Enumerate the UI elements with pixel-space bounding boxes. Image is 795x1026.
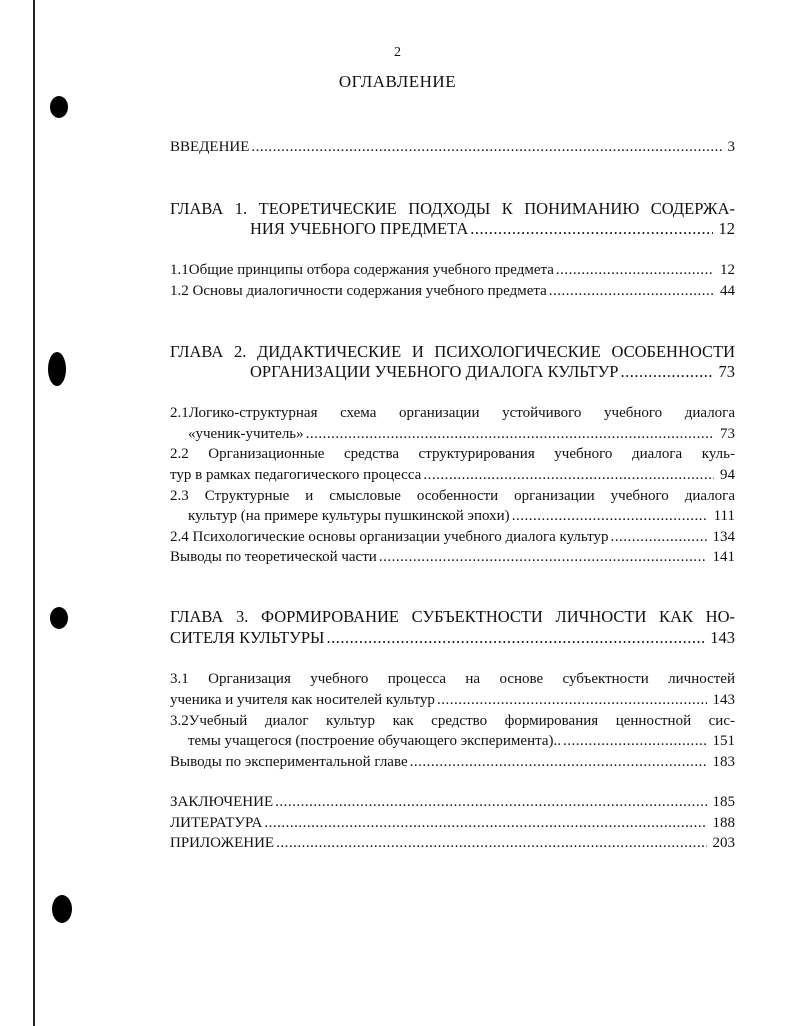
toc-entry-label: ЗАКЛЮЧЕНИЕ xyxy=(170,794,274,810)
toc-entry-label: ЛИТЕРАТУРА xyxy=(170,815,263,831)
toc-entry-page: 111 xyxy=(713,508,735,524)
page-title: ОГЛАВЛЕНИЕ xyxy=(338,72,457,91)
toc-entry-label: Выводы по теоретической части xyxy=(170,549,377,565)
toc-entry-2-3-cont xyxy=(170,506,735,526)
leader-dots xyxy=(423,465,714,485)
toc-entry-page: 44 xyxy=(720,283,735,299)
toc-entry-page: 73 xyxy=(720,426,735,442)
toc-entry-page: 185 xyxy=(712,794,735,810)
toc-entry-page: 143 xyxy=(710,628,735,647)
toc-entry-appendix xyxy=(170,833,735,853)
leader-dots xyxy=(549,281,714,301)
leader-dots xyxy=(251,137,721,157)
toc-entry-label: 1.2 Основы диалогичности содержания учебного предмета xyxy=(170,283,547,299)
toc-entry-label: НИЯ УЧЕБНОГО ПРЕДМЕТА xyxy=(250,219,469,238)
toc-entry-label: культур (на примере культуры пушкинской эпохи) xyxy=(188,508,510,524)
toc-entry-1-1 xyxy=(170,260,735,280)
toc-entry-label: 1.1Общие принципы отбора содержания учебного предмета xyxy=(170,262,554,278)
leader-dots xyxy=(326,628,704,648)
chapter-3-heading: ГЛАВА 3. ФОРМИРОВАНИЕ СУБЪЕКТНОСТИ ЛИЧНОСТИ КАК НО- xyxy=(170,607,735,626)
toc-entry-label: темы учащегося (построение обучающего эксперимента).. xyxy=(188,733,561,749)
leader-dots xyxy=(611,527,707,547)
toc-entry-3-conclusion xyxy=(170,752,735,772)
chapter-1-heading-cont xyxy=(170,219,735,239)
leader-dots xyxy=(563,731,707,751)
toc-entry-2-2-cont xyxy=(170,465,735,485)
toc-entry-page: 183 xyxy=(712,754,735,770)
binding-margin-line xyxy=(33,0,35,1026)
toc-entry-label: 2.4 Психологические основы организации учебного диалога культур xyxy=(170,529,609,545)
punch-hole xyxy=(48,352,66,386)
toc-entry-conclusion xyxy=(170,792,735,812)
leader-dots xyxy=(264,813,706,833)
toc-entry-page: 188 xyxy=(712,815,735,831)
leader-dots xyxy=(470,219,712,239)
toc-entry-label: СИТЕЛЯ КУЛЬТУРЫ xyxy=(170,628,325,647)
toc-entry-page: 141 xyxy=(712,549,735,565)
toc-entry-3-2: 3.2Учебный диалог культур как средство формирования ценностной сис- xyxy=(170,713,735,729)
leader-dots xyxy=(437,690,707,710)
leader-dots xyxy=(379,547,707,567)
toc-entry-page: 203 xyxy=(712,835,735,851)
toc-entry-label: Выводы по экспериментальной главе xyxy=(170,754,408,770)
toc-entry-2-1: 2.1Логико-структурная схема организации устойчивого учебного диалога xyxy=(170,405,735,421)
leader-dots xyxy=(410,752,707,772)
toc-entry-page: 151 xyxy=(712,733,735,749)
leader-dots xyxy=(276,833,706,853)
chapter-3-heading-cont xyxy=(170,628,735,648)
toc-entry-literature xyxy=(170,813,735,833)
toc-entry-2-4 xyxy=(170,527,735,547)
toc-entry-label: ученика и учителя как носителей культур xyxy=(170,692,435,708)
leader-dots xyxy=(306,424,714,444)
chapter-2-heading-cont xyxy=(170,362,735,382)
toc-entry-page: 134 xyxy=(712,529,735,545)
toc-entry-3-1-cont xyxy=(170,690,735,710)
toc-entry-2-1-cont xyxy=(170,424,735,444)
leader-dots xyxy=(512,506,708,526)
leader-dots xyxy=(620,362,712,382)
chapter-2-heading: ГЛАВА 2. ДИДАКТИЧЕСКИЕ И ПСИХОЛОГИЧЕСКИЕ ОСОБЕННОСТИ xyxy=(170,342,735,361)
punch-hole xyxy=(50,607,68,629)
toc-entry-page: 12 xyxy=(720,262,735,278)
punch-hole xyxy=(50,96,68,118)
toc-entry-intro xyxy=(170,137,735,157)
toc-entry-label: ВВЕДЕНИЕ xyxy=(170,139,250,155)
toc-entry-label: ОРГАНИЗАЦИИ УЧЕБНОГО ДИАЛОГА КУЛЬТУР xyxy=(250,362,619,381)
punch-hole xyxy=(52,895,72,923)
page-number: 2 xyxy=(394,45,401,60)
toc-entry-page: 143 xyxy=(712,692,735,708)
toc-entry-3-1: 3.1 Организация учебного процесса на основе субъектности личностей xyxy=(170,671,735,687)
toc-entry-label: «ученик-учитель» xyxy=(188,426,304,442)
chapter-1-heading: ГЛАВА 1. ТЕОРЕТИЧЕСКИЕ ПОДХОДЫ К ПОНИМАНИЮ СОДЕРЖА- xyxy=(170,199,735,218)
toc-entry-page: 3 xyxy=(727,139,735,155)
toc-entry-page: 12 xyxy=(718,219,735,238)
toc-entry-2-conclusion xyxy=(170,547,735,567)
toc-entry-1-2 xyxy=(170,281,735,301)
toc-entry-label: ПРИЛОЖЕНИЕ xyxy=(170,835,275,851)
leader-dots xyxy=(556,260,714,280)
toc-entry-3-2-cont xyxy=(170,731,735,751)
toc-entry-page: 73 xyxy=(718,362,735,381)
toc-entry-label: тур в рамках педагогического процесса xyxy=(170,467,422,483)
leader-dots xyxy=(275,792,706,812)
toc-entry-page: 94 xyxy=(720,467,735,483)
toc-entry-2-2: 2.2 Организационные средства структурирования учебного диалога куль- xyxy=(170,446,735,462)
toc-entry-2-3: 2.3 Структурные и смысловые особенности организации учебного диалога xyxy=(170,488,735,504)
